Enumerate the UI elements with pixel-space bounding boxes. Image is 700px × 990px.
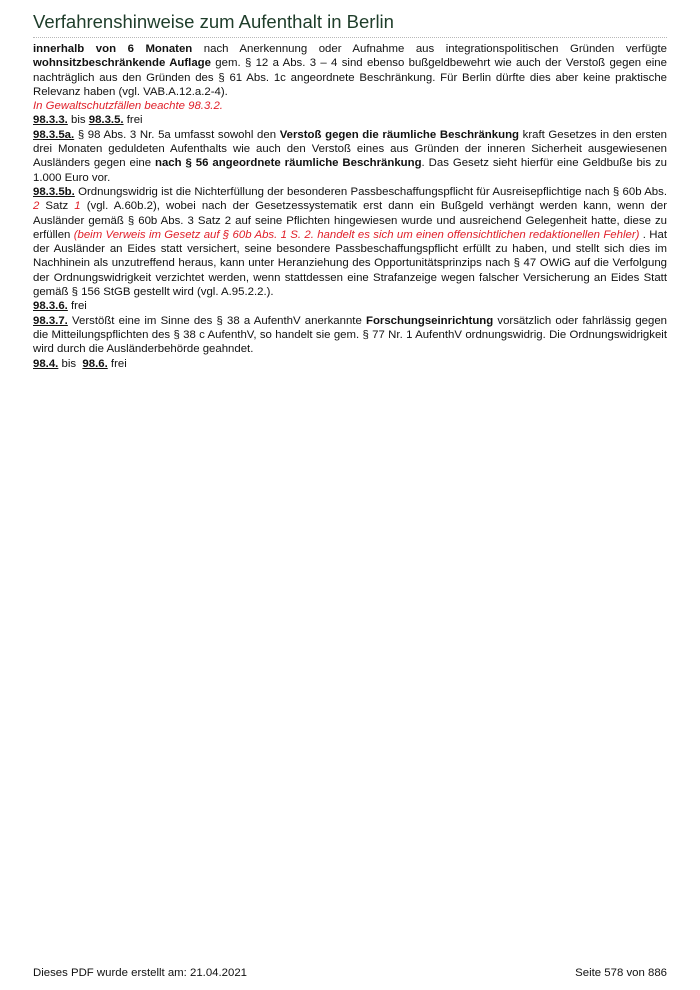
note-gewaltschutz: In Gewaltschutzfällen beachte 98.3.2. (33, 100, 223, 113)
text: bis (58, 357, 83, 370)
text: Satz (39, 200, 75, 213)
text: Verstößt eine im Sinne des § 38 a AufenthV anerkannte (67, 314, 366, 327)
section-98-3-3-to-98-3-5 (33, 113, 667, 127)
bold-text: nach § 56 angeordnete räumliche Beschränkung (155, 157, 422, 170)
footer-page-number: Seite 578 von 886 (575, 967, 667, 979)
text: . Das Gesetz sieht hierfür eine Geldbuße bis zu 1.000 Euro vor. (33, 157, 667, 184)
section-98-3-6 (33, 299, 667, 313)
text: frei (123, 114, 143, 127)
red-annotation: 2 (33, 200, 40, 213)
bold-text: Forschungseinrichtung (366, 314, 494, 327)
text: Ordnungswidrig ist die Nichterfüllung der besonderen Passbeschaffungspflicht für Ausreisepflichtige nach § 60b Abs. (74, 185, 667, 198)
footer-created-date: Dieses PDF wurde erstellt am: 21.04.2021 (33, 967, 247, 979)
text: . Hat der Ausländer an Eides statt versichert, seine besondere Passbeschaffungspflicht erfüllt zu haben, und stellt sich dies im Nachhinein als unzutreffend heraus, kann unter Heranziehung des Opportunitätsprinzips nach § 47 OWiG auf die Verfolgung der Ordnungswidrigkeit verzichtet werden, wenn stattdessen eine Strafanzeige wegen falscher Versicherung an Eides Statt gemäß § 156 StGB gestellt wird (vgl. A.95.2.2.). (33, 228, 667, 299)
section-98-3-5b (33, 185, 667, 299)
red-annotation: (beim Verweis im Gesetz auf § 60b Abs. 1 S. 2. handelt es sich um einen offensichtlichen redaktionellen Fehler) (73, 228, 640, 241)
document-body (33, 42, 667, 371)
page-header (33, 10, 667, 38)
header-divider (33, 37, 667, 38)
text: § 98 Abs. 3 Nr. 5a umfasst sowohl den (74, 128, 280, 141)
bold-text: innerhalb von 6 Monaten (33, 43, 193, 55)
section-ref-98-3-6[interactable]: 98.3.6. (33, 300, 68, 313)
paragraph-wohnsitzauflage (33, 42, 667, 99)
text: frei (107, 357, 127, 370)
section-ref-98-3-7[interactable]: 98.3.7. (33, 314, 68, 327)
text: gem. § 12 a Abs. 3 – 4 sind ebenso bußgeldbewehrt wie auch der Verstoß gegen eine nachträglich aus den Gründen des § 61 Abs. 1c angeordnete Beschränkung. Für Berlin dürfte dies aber keine praktische Relevanz haben (vgl. VAB.A.12.a.2-4). (33, 57, 667, 98)
section-98-4-to-98-6 (33, 357, 667, 371)
text: bis (67, 114, 89, 127)
bold-text: Verstoß gegen die räumliche Beschränkung (279, 128, 519, 141)
page-title: Verfahrenshinweise zum Aufenthalt in Berlin (33, 11, 394, 32)
red-annotation: 1 (74, 200, 81, 213)
section-ref-98-4[interactable]: 98.4. (33, 357, 59, 370)
section-ref-98-3-5b[interactable]: 98.3.5b. (33, 185, 75, 198)
text: (vgl. A.60b.2), wobei nach der Gesetzessystematik erst dann ein Bußgeld verhängt werden kann, wenn der Ausländer gemäß § 60b Abs. 3 Satz 2 auf seine Pflichten hingewiesen wurde und ausreichend Gelegenheit hatte, diese zu erfüllen (33, 200, 667, 241)
text: nach Anerkennung oder Aufnahme aus integrationspolitischen Gründen verfügte (192, 43, 667, 55)
section-98-3-5a (33, 128, 667, 185)
section-ref-98-3-3[interactable]: 98.3.3. (33, 114, 68, 127)
section-ref-98-3-5[interactable]: 98.3.5. (88, 114, 124, 127)
bold-text: wohnsitzbeschränkende Auflage (33, 57, 211, 70)
text: vorsätzlich oder fahrlässig gegen die Mitteilungspflichten des § 38 c AufenthV, so handelt sie gem. § 77 Nr. 1 AufenthV ordnungswidrig. Die Ordnungswidrigkeit wird durch die Ausländerbehörde geahndet. (33, 314, 667, 356)
section-98-3-7 (33, 314, 667, 357)
section-ref-98-6[interactable]: 98.6. (82, 357, 108, 370)
text: kraft Gesetzes in den ersten drei Monaten geduldeten Aufenthalts wie auch den Verstoß eines aus Gründen der inneren Sicherheit ausgewiesenen Ausländers gegen eine (33, 128, 668, 170)
section-ref-98-3-5a[interactable]: 98.3.5a. (33, 128, 75, 141)
text: frei (67, 300, 87, 313)
